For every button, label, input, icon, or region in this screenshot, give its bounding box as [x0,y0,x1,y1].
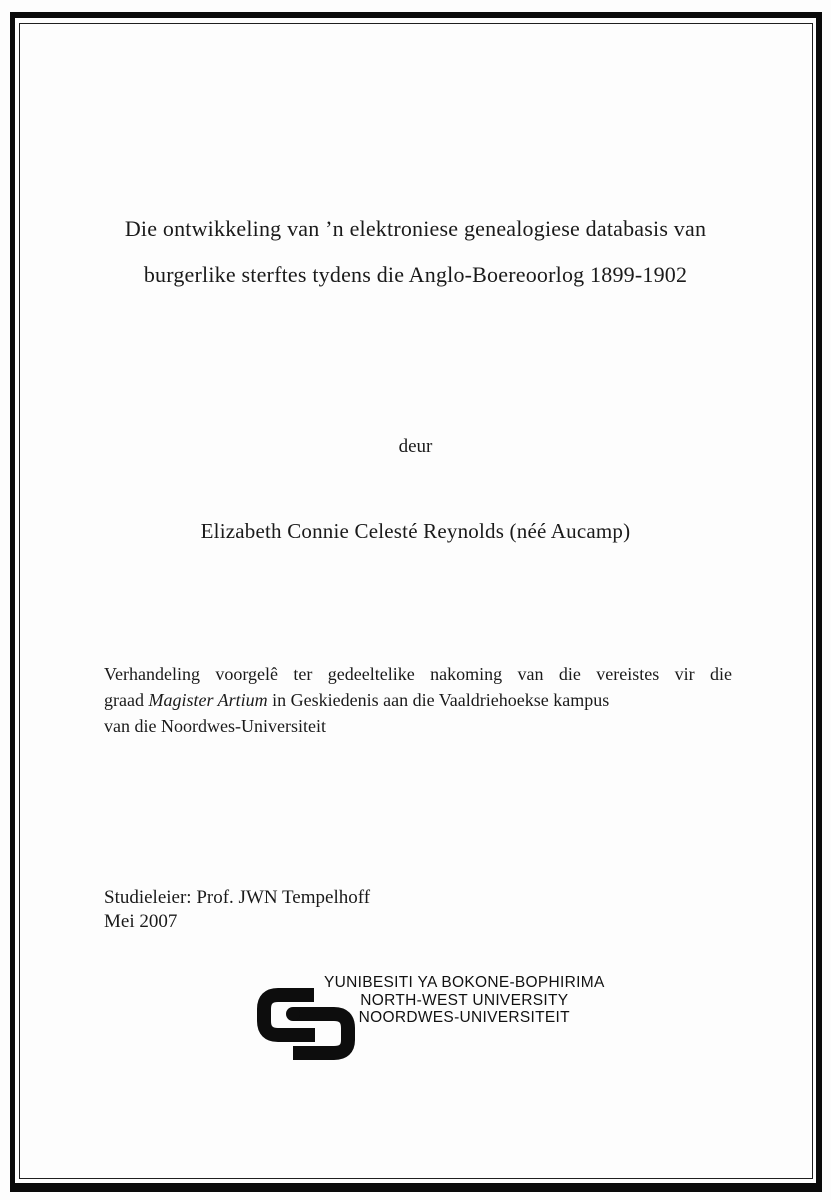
university-logo [254,970,605,1060]
degree-statement-line2-post: in Geskiedenis aan die Vaaldriehoekse kampus [272,690,610,710]
thesis-title [40,206,791,298]
university-logo-text [324,970,605,1027]
logo-text-setswana: YUNIBESITI YA BOKONE-BOPHIRIMA [324,974,605,991]
degree-statement [104,661,732,739]
supervisor-line: Studieleier: Prof. JWN Tempelhoff [104,887,371,908]
supervisor-block [104,886,370,934]
byline-deur: deur [398,436,433,457]
degree-statement-line3: van die Noordwes-Universiteit [104,716,326,736]
date-line: Mei 2007 [104,911,178,932]
author-name: Elizabeth Connie Celesté Reynolds (néé Aucamp) [200,519,631,543]
degree-statement-line2-pre: graad [104,690,144,710]
degree-statement-line2 [104,687,732,713]
logo-text-afrikaans: NOORDWES-UNIVERSITEIT [358,1009,570,1026]
thesis-title-line1: Die ontwikkeling van ’n elektroniese genealogiese databasis van [124,216,707,241]
thesis-title-line2: burgerlike sterftes tydens die Anglo-Boereoorlog 1899-1902 [143,262,688,287]
logo-text-english: NORTH-WEST UNIVERSITY [360,991,569,1009]
degree-statement-line1: Verhandeling voorgelê ter gedeeltelike nakoming van die vereistes vir die [104,664,732,684]
degree-name-italic: Magister Artium [148,690,268,710]
